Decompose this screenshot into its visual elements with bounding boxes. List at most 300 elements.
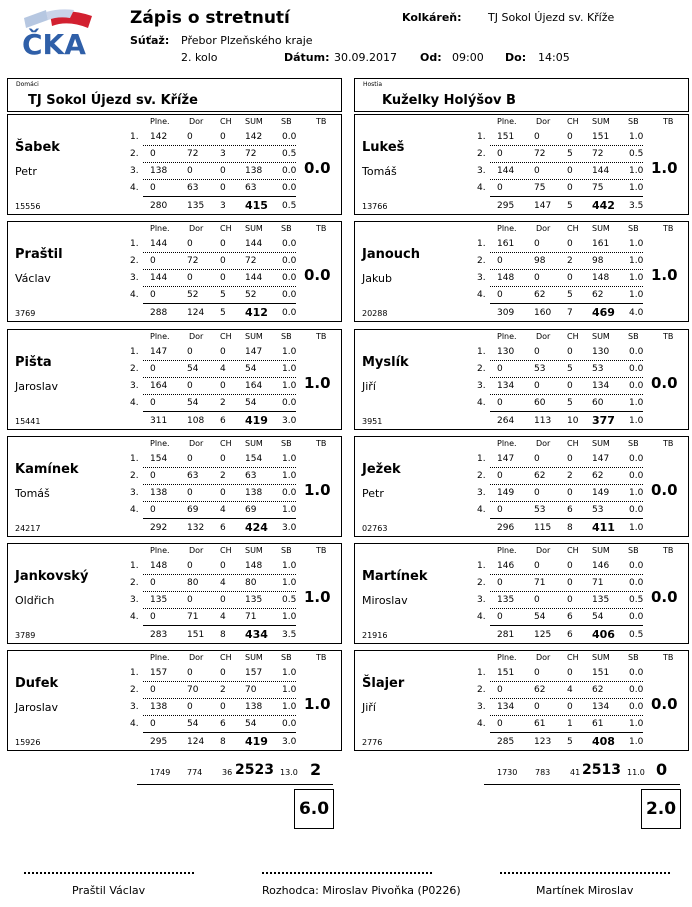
row-cell: 0.0 — [282, 166, 297, 176]
row-cell: 54 — [592, 612, 604, 622]
row-cell: 0.0 — [629, 561, 644, 571]
column-header: CH — [220, 653, 232, 662]
row-cell: 0 — [220, 381, 226, 391]
column-header: Dor — [189, 117, 204, 126]
row-cell: 135 — [497, 595, 515, 605]
row-cell: 0 — [187, 273, 193, 283]
row-cell: 54 — [245, 398, 257, 408]
player-total-cell: 264 — [497, 416, 515, 426]
home-player-card — [7, 543, 342, 644]
row-cell: 0 — [497, 471, 503, 481]
column-header: Dor — [189, 439, 204, 448]
row-cell: 134 — [592, 702, 610, 712]
guest-player-card — [354, 543, 689, 644]
row-cell: 0 — [567, 668, 573, 678]
player-total-cell: 123 — [534, 737, 552, 747]
row-cell: 1.0 — [282, 702, 297, 712]
guest-player-card — [354, 114, 689, 215]
cka-logo — [16, 8, 96, 60]
total-separator — [143, 411, 296, 412]
player-reg-number: 3951 — [362, 417, 383, 426]
player-reg-number: 15926 — [15, 738, 41, 747]
column-header: SUM — [245, 224, 263, 233]
row-cell: 134 — [497, 381, 515, 391]
player-first-name: Tomáš — [362, 165, 397, 178]
row-cell: 5 — [567, 149, 573, 159]
column-header: SB — [628, 439, 639, 448]
home-total-plne: 1749 — [150, 768, 171, 777]
player-first-name: Jiří — [362, 380, 376, 393]
row-cell: 1.0 — [282, 471, 297, 481]
row-cell: 0 — [150, 256, 156, 266]
player-total-cell: 6 — [567, 630, 573, 640]
player-tb-score: 0.0 — [304, 159, 331, 177]
row-index: 3. — [130, 595, 139, 605]
column-header: CH — [567, 439, 579, 448]
row-cell: 0.0 — [629, 505, 644, 515]
row-cell: 142 — [245, 132, 263, 142]
referee-signature-line — [262, 872, 432, 874]
guest-total-score: 0 — [656, 760, 668, 779]
row-cell: 63 — [245, 471, 257, 481]
row-cell: 2 — [567, 471, 573, 481]
row-separator — [490, 394, 643, 395]
row-cell: 0 — [187, 702, 193, 712]
row-cell: 0 — [150, 364, 156, 374]
row-cell: 63 — [245, 183, 257, 193]
player-total-cell: 135 — [187, 201, 205, 211]
row-cell: 6 — [567, 612, 573, 622]
column-header: TB — [316, 546, 327, 555]
row-cell: 54 — [534, 612, 546, 622]
player-first-name: Jaroslav — [15, 701, 59, 714]
column-header: SB — [628, 546, 639, 555]
row-cell: 164 — [245, 381, 263, 391]
total-separator — [490, 196, 643, 197]
home-total-score: 2 — [310, 760, 322, 779]
row-index: 2. — [130, 256, 139, 266]
row-cell: 151 — [592, 132, 610, 142]
player-reg-number: 21916 — [362, 631, 388, 640]
column-header: TB — [316, 332, 327, 341]
home-player-card — [7, 221, 342, 322]
row-cell: 0 — [150, 290, 156, 300]
row-cell: 0 — [220, 454, 226, 464]
row-cell: 0 — [220, 183, 226, 193]
row-index: 3. — [477, 166, 486, 176]
row-cell: 0 — [187, 239, 193, 249]
column-header: CH — [220, 224, 232, 233]
row-cell: 1.0 — [282, 454, 297, 464]
datum-label: Dátum: — [284, 51, 330, 64]
row-cell: 63 — [187, 471, 199, 481]
row-separator — [490, 608, 643, 609]
player-tb-score: 0.0 — [651, 695, 678, 713]
row-cell: 1.0 — [629, 488, 644, 498]
row-cell: 0 — [187, 166, 193, 176]
row-cell: 144 — [497, 166, 515, 176]
column-header: TB — [663, 332, 674, 341]
column-header: TB — [316, 224, 327, 233]
column-header: SB — [281, 332, 292, 341]
player-total-cell: 0.0 — [282, 308, 297, 318]
row-index: 4. — [477, 183, 486, 193]
player-total-cell: 115 — [534, 523, 552, 533]
row-cell: 0 — [567, 454, 573, 464]
do-value: 14:05 — [538, 51, 570, 64]
row-cell: 138 — [150, 166, 168, 176]
row-cell: 0 — [534, 239, 540, 249]
player-total-cell: 108 — [187, 416, 205, 426]
row-index: 1. — [130, 561, 139, 571]
row-index: 1. — [130, 239, 139, 249]
row-cell: 0 — [187, 454, 193, 464]
row-cell: 1.0 — [282, 578, 297, 588]
player-tb-score: 1.0 — [304, 588, 331, 606]
column-header: Dor — [536, 546, 551, 555]
player-total-cell: 292 — [150, 523, 168, 533]
player-tb-score: 1.0 — [304, 695, 331, 713]
player-total-cell: 411 — [592, 521, 615, 534]
total-separator — [143, 518, 296, 519]
row-cell: 154 — [245, 454, 263, 464]
row-separator — [143, 269, 296, 270]
player-reg-number: 3769 — [15, 309, 36, 318]
row-separator — [143, 608, 296, 609]
column-header: SB — [281, 224, 292, 233]
row-cell: 164 — [150, 381, 168, 391]
row-index: 3. — [477, 381, 486, 391]
home-total-dor: 774 — [187, 768, 203, 777]
player-total-cell: 419 — [245, 735, 268, 748]
row-index: 2. — [130, 471, 139, 481]
row-cell: 0 — [187, 488, 193, 498]
row-separator — [143, 360, 296, 361]
row-cell: 0.0 — [282, 719, 297, 729]
column-header: CH — [567, 117, 579, 126]
player-total-cell: 132 — [187, 523, 205, 533]
row-index: 2. — [477, 256, 486, 266]
row-cell: 52 — [187, 290, 199, 300]
row-cell: 157 — [150, 668, 168, 678]
row-cell: 0 — [534, 381, 540, 391]
row-cell: 98 — [592, 256, 604, 266]
player-reg-number: 2776 — [362, 738, 383, 747]
row-separator — [143, 162, 296, 163]
column-header: CH — [220, 439, 232, 448]
player-total-cell: 285 — [497, 737, 515, 747]
player-tb-score: 1.0 — [651, 159, 678, 177]
row-cell: 0 — [150, 149, 156, 159]
player-total-cell: 408 — [592, 735, 615, 748]
row-cell: 72 — [245, 149, 257, 159]
column-header: SB — [281, 546, 292, 555]
row-cell: 0 — [150, 578, 156, 588]
row-cell: 3 — [220, 149, 226, 159]
player-total-cell: 6 — [220, 523, 226, 533]
row-index: 1. — [477, 561, 486, 571]
total-separator — [490, 303, 643, 304]
row-cell: 0.0 — [629, 612, 644, 622]
row-cell: 1.0 — [282, 612, 297, 622]
row-index: 1. — [477, 132, 486, 142]
player-total-cell: 3.5 — [629, 201, 644, 211]
row-cell: 146 — [592, 561, 610, 571]
row-cell: 138 — [245, 488, 263, 498]
column-header: TB — [663, 653, 674, 662]
row-index: 3. — [477, 488, 486, 498]
row-separator — [490, 360, 643, 361]
column-header: SUM — [592, 653, 610, 662]
total-separator — [143, 303, 296, 304]
row-cell: 138 — [150, 488, 168, 498]
player-total-cell: 295 — [497, 201, 515, 211]
row-separator — [490, 591, 643, 592]
row-cell: 53 — [592, 505, 604, 515]
row-separator — [490, 681, 643, 682]
player-total-cell: 280 — [150, 201, 168, 211]
player-total-cell: 5 — [567, 201, 573, 211]
row-cell: 4 — [220, 578, 226, 588]
column-header: Plne. — [497, 117, 517, 126]
player-last-name: Janouch — [362, 247, 421, 262]
row-cell: 62 — [534, 685, 546, 695]
guest-total-plne: 1730 — [497, 768, 518, 777]
row-cell: 60 — [592, 398, 604, 408]
home-player-card — [7, 436, 342, 537]
total-separator — [143, 732, 296, 733]
player-reg-number: 13766 — [362, 202, 388, 211]
row-cell: 0 — [150, 685, 156, 695]
player-last-name: Ježek — [362, 462, 401, 477]
row-cell: 0.0 — [629, 471, 644, 481]
row-cell: 0 — [497, 256, 503, 266]
row-cell: 144 — [245, 239, 263, 249]
row-cell: 0 — [567, 488, 573, 498]
column-header: Dor — [189, 653, 204, 662]
row-cell: 0 — [220, 273, 226, 283]
column-header: Plne. — [497, 224, 517, 233]
row-cell: 71 — [245, 612, 257, 622]
row-index: 2. — [477, 364, 486, 374]
row-cell: 0 — [497, 612, 503, 622]
player-total-cell: 7 — [567, 308, 573, 318]
row-cell: 1.0 — [629, 719, 644, 729]
player-total-cell: 10 — [567, 416, 579, 426]
row-index: 1. — [130, 454, 139, 464]
column-header: Plne. — [150, 439, 170, 448]
player-last-name: Lukeš — [362, 140, 405, 155]
column-header: TB — [663, 117, 674, 126]
player-last-name: Martínek — [362, 569, 428, 584]
row-cell: 134 — [497, 702, 515, 712]
row-index: 4. — [477, 505, 486, 515]
row-cell: 71 — [534, 578, 546, 588]
row-separator — [490, 162, 643, 163]
row-cell: 62 — [592, 290, 604, 300]
column-header: Plne. — [497, 546, 517, 555]
row-cell: 0 — [567, 239, 573, 249]
column-header: SUM — [592, 546, 610, 555]
player-total-cell: 442 — [592, 199, 615, 212]
column-header: Dor — [189, 332, 204, 341]
row-cell: 6 — [220, 719, 226, 729]
row-cell: 0 — [220, 132, 226, 142]
row-index: 4. — [130, 612, 139, 622]
home-player-card — [7, 329, 342, 430]
row-cell: 1.0 — [629, 132, 644, 142]
row-cell: 135 — [592, 595, 610, 605]
player-tb-score: 1.0 — [304, 374, 331, 392]
row-cell: 1.0 — [629, 183, 644, 193]
row-index: 1. — [477, 668, 486, 678]
row-index: 1. — [477, 454, 486, 464]
column-header: CH — [567, 653, 579, 662]
row-separator — [143, 394, 296, 395]
row-separator — [143, 681, 296, 682]
row-cell: 0 — [220, 347, 226, 357]
guest-signature-line — [500, 872, 670, 874]
player-total-cell: 124 — [187, 737, 205, 747]
row-separator — [143, 252, 296, 253]
row-cell: 0.0 — [629, 668, 644, 678]
player-reg-number: 20288 — [362, 309, 388, 318]
row-cell: 0.0 — [629, 454, 644, 464]
row-cell: 0 — [534, 132, 540, 142]
player-total-cell: 281 — [497, 630, 515, 640]
row-cell: 1.0 — [629, 273, 644, 283]
row-index: 4. — [477, 719, 486, 729]
guest-total-dor: 783 — [535, 768, 551, 777]
row-cell: 151 — [497, 132, 515, 142]
row-separator — [490, 286, 643, 287]
column-header: SUM — [245, 439, 263, 448]
player-first-name: Petr — [362, 487, 384, 500]
row-cell: 0 — [187, 561, 193, 571]
player-tb-score: 0.0 — [651, 588, 678, 606]
row-cell: 61 — [592, 719, 604, 729]
column-header: TB — [316, 117, 327, 126]
column-header: Dor — [189, 546, 204, 555]
row-cell: 0 — [150, 398, 156, 408]
home-total-ch: 36 — [222, 768, 233, 777]
row-cell: 72 — [187, 256, 199, 266]
row-cell: 1.0 — [629, 398, 644, 408]
row-cell: 98 — [534, 256, 546, 266]
row-cell: 0.0 — [282, 273, 297, 283]
player-first-name: Václav — [15, 272, 51, 285]
player-reg-number: 15441 — [15, 417, 41, 426]
row-separator — [143, 715, 296, 716]
row-cell: 0 — [187, 668, 193, 678]
home-total-sum: 2523 — [235, 762, 274, 778]
row-index: 3. — [130, 488, 139, 498]
row-cell: 144 — [150, 273, 168, 283]
row-cell: 0.0 — [282, 239, 297, 249]
row-cell: 134 — [592, 381, 610, 391]
total-separator — [490, 518, 643, 519]
guest-captain-name: Martínek Miroslav — [536, 884, 634, 897]
row-cell: 5 — [567, 290, 573, 300]
column-header: CH — [220, 117, 232, 126]
row-cell: 0 — [497, 290, 503, 300]
row-cell: 52 — [245, 290, 257, 300]
row-cell: 138 — [150, 702, 168, 712]
column-header: SUM — [592, 117, 610, 126]
player-tb-score: 0.0 — [304, 266, 331, 284]
row-separator — [143, 467, 296, 468]
player-reg-number: 02763 — [362, 524, 388, 533]
column-header: Dor — [536, 117, 551, 126]
row-index: 2. — [130, 149, 139, 159]
row-index: 4. — [130, 398, 139, 408]
column-header: SUM — [592, 332, 610, 341]
total-separator — [490, 732, 643, 733]
row-cell: 138 — [245, 702, 263, 712]
home-total-sb: 13.0 — [280, 768, 298, 777]
column-header: SB — [281, 439, 292, 448]
guest-team-box — [354, 78, 689, 112]
player-total-cell: 147 — [534, 201, 552, 211]
player-last-name: Myslík — [362, 355, 409, 370]
row-cell: 135 — [245, 595, 263, 605]
row-cell: 61 — [534, 719, 546, 729]
player-total-cell: 3.0 — [282, 416, 297, 426]
player-total-cell: 3.0 — [282, 523, 297, 533]
row-cell: 72 — [245, 256, 257, 266]
player-total-cell: 424 — [245, 521, 268, 534]
player-last-name: Šabek — [15, 140, 60, 155]
row-cell: 0 — [220, 256, 226, 266]
row-cell: 0 — [220, 488, 226, 498]
row-cell: 0 — [534, 668, 540, 678]
row-index: 3. — [130, 273, 139, 283]
player-total-cell: 469 — [592, 306, 615, 319]
row-cell: 0.0 — [629, 702, 644, 712]
guest-team-name: Kuželky Holýšov B — [382, 93, 516, 108]
row-cell: 0 — [534, 561, 540, 571]
row-index: 2. — [130, 685, 139, 695]
column-header: SUM — [592, 224, 610, 233]
row-cell: 0.0 — [629, 685, 644, 695]
row-separator — [143, 698, 296, 699]
player-total-cell: 6 — [220, 416, 226, 426]
row-separator — [490, 698, 643, 699]
column-header: CH — [567, 546, 579, 555]
row-cell: 1.0 — [282, 561, 297, 571]
player-total-cell: 1.0 — [629, 523, 644, 533]
row-cell: 0 — [497, 685, 503, 695]
kolo-value: 2. kolo — [181, 51, 218, 64]
row-cell: 0 — [534, 488, 540, 498]
row-cell: 4 — [567, 685, 573, 695]
column-header: Plne. — [150, 332, 170, 341]
row-cell: 147 — [497, 454, 515, 464]
player-total-cell: 412 — [245, 306, 268, 319]
row-cell: 144 — [150, 239, 168, 249]
player-total-cell: 296 — [497, 523, 515, 533]
home-tag: Domáci — [16, 81, 39, 88]
row-cell: 0 — [534, 347, 540, 357]
row-cell: 0 — [567, 132, 573, 142]
row-separator — [143, 145, 296, 146]
row-cell: 147 — [150, 347, 168, 357]
row-cell: 5 — [567, 364, 573, 374]
column-header: Dor — [536, 224, 551, 233]
row-cell: 63 — [187, 183, 199, 193]
column-header: Dor — [189, 224, 204, 233]
row-cell: 0 — [220, 561, 226, 571]
